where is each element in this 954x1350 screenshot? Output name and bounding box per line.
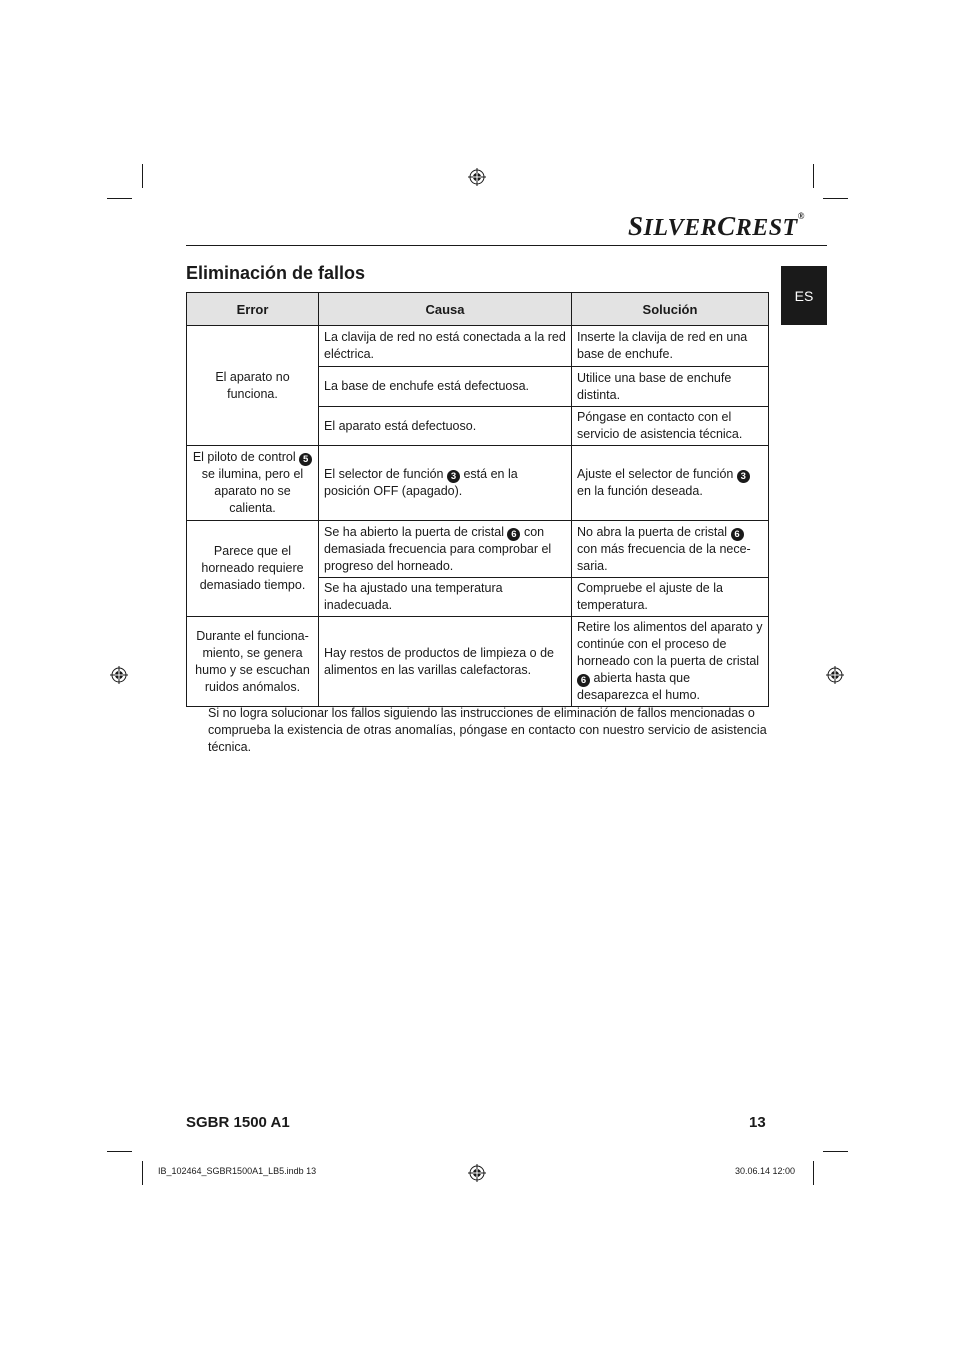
part-number-badge: 5 bbox=[299, 453, 312, 466]
registration-mark-icon bbox=[468, 1164, 486, 1182]
table-row bbox=[187, 446, 769, 521]
error-cell: El piloto de control 5 se ilumina, pero el aparato no se calienta. bbox=[187, 446, 319, 521]
solution-cell: Compruebe el ajuste de la temperatura. bbox=[572, 578, 769, 617]
registration-mark-icon bbox=[826, 666, 844, 684]
cause-cell: El selector de función 3 está en la posición OFF (apagado). bbox=[319, 446, 572, 521]
solution-cell: No abra la puerta de cristal 6 con más frecuencia de la nece-saria. bbox=[572, 521, 769, 578]
crop-mark bbox=[142, 164, 143, 188]
header-rule bbox=[186, 245, 827, 246]
crop-mark bbox=[823, 1151, 848, 1152]
cause-cell: El aparato está defectuoso. bbox=[319, 407, 572, 446]
solution-cell: Ajuste el selector de función 3 en la función deseada. bbox=[572, 446, 769, 521]
part-number-badge: 6 bbox=[731, 528, 744, 541]
part-number-badge: 3 bbox=[737, 470, 750, 483]
solution-cell: Inserte la clavija de red en una base de enchufe. bbox=[572, 326, 769, 367]
cause-cell: La clavija de red no está conectada a la red eléctrica. bbox=[319, 326, 572, 367]
cause-cell: Hay restos de productos de limpieza o de alimentos en las varillas calefactoras. bbox=[319, 617, 572, 707]
language-tab bbox=[781, 266, 827, 325]
column-header-cause: Causa bbox=[319, 293, 572, 326]
solution-cell: Póngase en contacto con el servicio de asistencia técnica. bbox=[572, 407, 769, 446]
cause-cell: La base de enchufe está defectuosa. bbox=[319, 367, 572, 407]
error-cell: El aparato no funciona. bbox=[187, 326, 319, 446]
print-slug-date: 30.06.14 12:00 bbox=[735, 1166, 796, 1176]
error-cell: Parece que el horneado requiere demasiado tiempo. bbox=[187, 521, 319, 617]
print-slug-file: IB_102464_SGBR1500A1_LB5.indb 13 bbox=[158, 1166, 317, 1176]
crop-mark bbox=[813, 1161, 814, 1185]
solution-cell: Utilice una base de enchufe distinta. bbox=[572, 367, 769, 407]
part-number-badge: 6 bbox=[577, 674, 590, 687]
part-number-badge: 3 bbox=[447, 470, 460, 483]
model-number: SGBR 1500 A1 bbox=[186, 1114, 290, 1131]
table-row bbox=[187, 326, 769, 367]
brand-logo: SILVERCREST® bbox=[628, 211, 805, 241]
part-number-badge: 6 bbox=[507, 528, 520, 541]
crop-mark bbox=[142, 1161, 143, 1185]
section-title: Eliminación de fallos bbox=[186, 263, 366, 283]
crop-mark bbox=[813, 164, 814, 188]
column-header-solution: Solución bbox=[572, 293, 769, 326]
page-number: 13 bbox=[749, 1114, 766, 1131]
column-header-error: Error bbox=[187, 293, 319, 326]
registration-mark-icon bbox=[110, 666, 128, 684]
troubleshooting-table bbox=[186, 292, 769, 707]
language-label: ES bbox=[794, 288, 814, 304]
registration-mark-icon bbox=[468, 168, 486, 186]
solution-cell: Retire los alimentos del aparato y continúe con el proceso de horneado con la puerta de cristal 6 abierta hasta que desaparezca el humo. bbox=[572, 617, 769, 707]
table-row bbox=[187, 617, 769, 707]
crop-mark bbox=[107, 1151, 132, 1152]
crop-mark bbox=[107, 198, 132, 199]
cause-cell: Se ha ajustado una temperatura inadecuada. bbox=[319, 578, 572, 617]
table-row bbox=[187, 521, 769, 578]
table-header-row bbox=[187, 293, 769, 326]
crop-mark bbox=[823, 198, 848, 199]
cause-cell: Se ha abierto la puerta de cristal 6 con demasiada frecuencia para comprobar el progreso del horneado. bbox=[319, 521, 572, 578]
error-cell: Durante el funciona-miento, se genera humo y se escuchan ruidos anómalos. bbox=[187, 617, 319, 707]
support-note: Si no logra solucionar los fallos siguiendo las instrucciones de eliminación de fallos mencionadas o comprueba la existencia de otras anomalías, póngase en contacto con nuestro servicio de asistencia técnica. bbox=[208, 706, 767, 754]
